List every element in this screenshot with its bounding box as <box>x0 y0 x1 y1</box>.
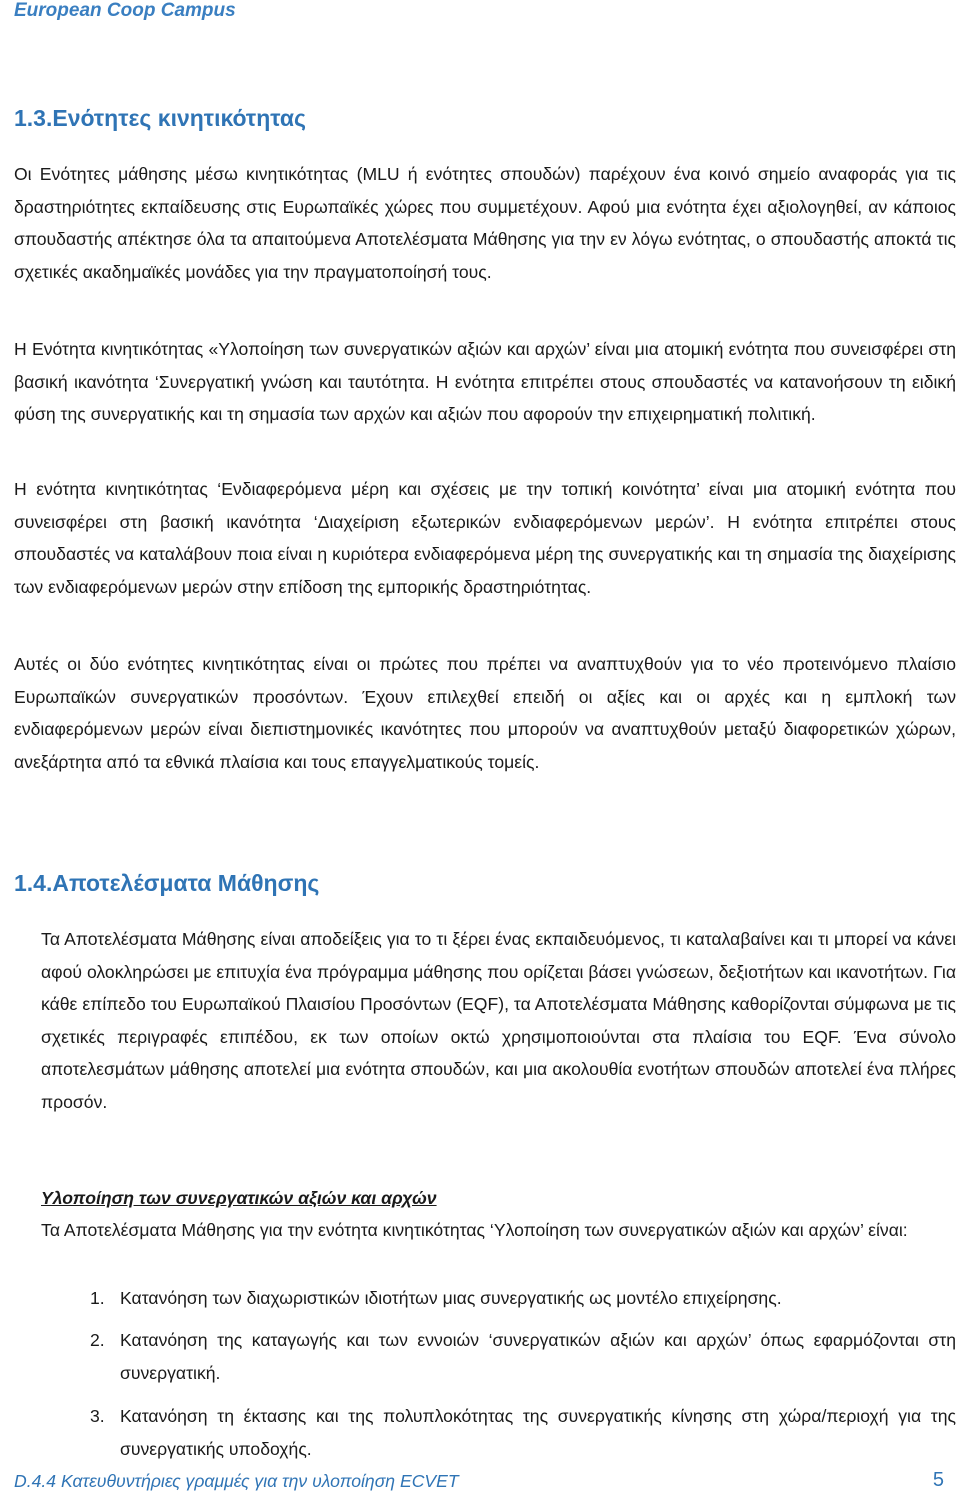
paragraph: Η ενότητα κινητικότητας ‘Ενδιαφερόμενα μέρη και σχέσεις με την τοπική κοινότητα’ είναι μια ατομική ενότητα που συνεισφέρει στη βασική ικανότητα ‘Διαχείριση εξωτερικών ενδιαφερόμενων μερών’. Η ενότητα επιτρέπει στους σπουδαστές να καταλάβουν ποια είναι η κυριότερα ενδιαφερόμενα μέρη της συνεργατικής και τη σημασία της διαχείρισης των ενδιαφερόμενων μερών στην επίδοση της εμπορικής δραστηριότητας. <box>14 479 956 597</box>
list-number: 2. <box>90 1330 105 1350</box>
section-title-1-4: 1.4.Αποτελέσματα Μάθησης <box>14 870 320 896</box>
list-intro: Τα Αποτελέσματα Μάθησης για την ενότητα κινητικότητας ‘Υλοποίηση των συνεργατικών αξιών και αρχών’ είναι: <box>41 1220 908 1240</box>
paragraph: Τα Αποτελέσματα Μάθησης είναι αποδείξεις για το τι ξέρει ένας εκπαιδευόμενος, τι καταλαβαίνει και τι μπορεί να κάνει αφού ολοκληρώσει με επιτυχία ένα πρόγραμμα μάθησης που ορίζεται βάσει γνώσεων, δεξιοτήτων και ικανοτήτων. Για κάθε επίπεδο του Ευρωπαϊκού Πλαισίου Προσόντων (EQF), τα Αποτελέσματα Μάθησης καθορίζονται σύμφωνα με τις σχετικές περιγραφές επιπέδου, εκ των οποίων οκτώ χρησιμοποιούνται στα πλαίσια του EQF. Ένα σύνολο αποτελεσμάτων μάθησης αποτελεί μια ενότητα σπουδών, και μια ακολουθία ενοτήτων σπουδών αποτελεί ένα πλήρες προσόν. <box>41 929 956 1112</box>
footer-document-title: D.4.4 Κατευθυντήριες γραμμές για την υλοποίηση ECVET <box>14 1471 459 1491</box>
section-title-1-3: 1.3.Ενότητες κινητικότητας <box>14 105 306 131</box>
list-item <box>90 1282 956 1315</box>
footer <box>14 1471 944 1492</box>
list-item <box>90 1324 956 1389</box>
paragraph: Αυτές οι δύο ενότητες κινητικότητας είναι οι πρώτες που πρέπει να αναπτυχθούν για το νέο προτεινόμενο πλαίσιο Ευρωπαϊκών συνεργατικών προσόντων. Έχουν επιλεχθεί επειδή οι αξίες και οι αρχές και η εμπλοκή των ενδιαφερόμενων μερών είναι διεπιστημονικές ικανότητες που μπορούν να αναπτυχθούν μεταξύ διαφορετικών χώρων, ανεξάρτητα από τα εθνικά πλαίσια και τους επαγγελματικούς τομείς. <box>14 654 956 772</box>
paragraph: Οι Ενότητες μάθησης μέσω κινητικότητας (MLU ή ενότητες σπουδών) παρέχουν ένα κοινό σημείο αναφοράς για τις δραστηριότητες εκπαίδευσης στις Ευρωπαϊκές χώρες που συμμετέχουν. Αφού μια ενότητα έχει αξιολογηθεί, αν κάποιος σπουδαστής απέκτησε όλα τα απαιτούμενα Αποτελέσματα Μάθησης για την εν λόγω ενότητας, ο σπουδαστής αποκτά τις σχετικές ακαδημαϊκές μονάδες για την πραγματοποίησή τους. <box>14 164 956 282</box>
list-number: 1. <box>90 1288 105 1308</box>
list-text: Κατανόηση των διαχωριστικών ιδιοτήτων μιας συνεργατικής ως μοντέλο επιχείρησης. <box>120 1288 782 1308</box>
list-text: Κατανόηση της καταγωγής και των εννοιών ‘συνεργατικών αξιών και αρχών’ όπως εφαρμόζονται στη συνεργατική. <box>120 1330 956 1383</box>
paragraph: Η Ενότητα κινητικότητας «Υλοποίηση των συνεργατικών αξιών και αρχών’ είναι μια ατομική ενότητα που συνεισφέρει στη βασική ικανότητα ‘Συνεργατική γνώση και ταυτότητα. Η ενότητα επιτρέπει στους σπουδαστές να κατανοήσουν τη ειδική φύση της συνεργατικής και τη σημασία των αρχών και αξιών που αφορούν την επιχειρηματική πολιτική. <box>14 339 956 424</box>
list-item <box>90 1400 956 1465</box>
page-number: 5 <box>932 1469 944 1491</box>
subheading: Υλοποίηση των συνεργατικών αξιών και αρχών <box>41 1188 437 1208</box>
list-number: 3. <box>90 1406 105 1426</box>
list-text: Κατανόηση τη έκτασης και της πολυπλοκότητας της συνεργατικής κίνησης στη χώρα/περιοχή για της συνεργατικής υποδοχής. <box>120 1406 956 1459</box>
header-title: European Coop Campus <box>14 0 236 21</box>
